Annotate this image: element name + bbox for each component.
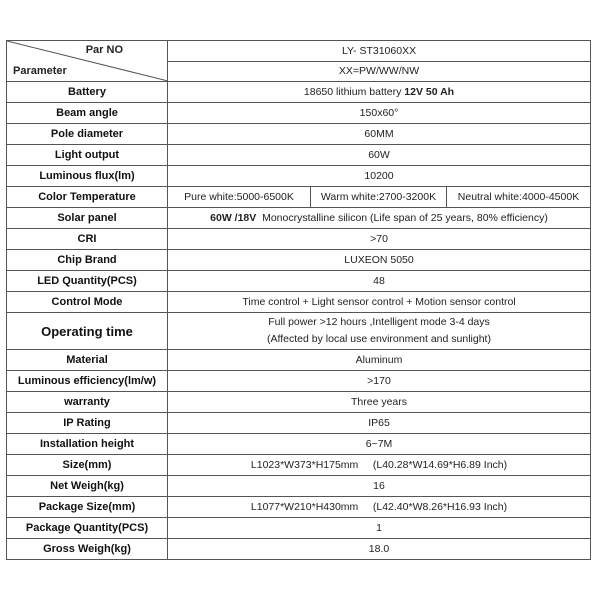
model-variants: XX=PW/WW/NW	[168, 61, 590, 81]
parameter-label: Parameter	[13, 65, 67, 77]
gross-weight-label: Gross Weigh(kg)	[7, 539, 168, 560]
control-mode-value: Time control + Light sensor control + Motion sensor control	[168, 292, 591, 313]
net-weight-value: 16	[168, 476, 591, 497]
header-row	[7, 41, 591, 82]
row-package-size	[7, 497, 591, 518]
package-quantity-value: 1	[168, 518, 591, 539]
row-package-quantity	[7, 518, 591, 539]
light-output-value: 60W	[168, 145, 591, 166]
chip-brand-label: Chip Brand	[7, 250, 168, 271]
row-control-mode	[7, 292, 591, 313]
model-number: LY- ST31060XX	[341, 44, 417, 57]
row-light-output	[7, 145, 591, 166]
chip-brand-value: LUXEON 5050	[168, 250, 591, 271]
warranty-value: Three years	[168, 392, 591, 413]
row-solar-panel	[7, 208, 591, 229]
operating-time-label: Operating time	[7, 313, 168, 350]
beam-angle-value: 150x60°	[168, 103, 591, 124]
warranty-label: warranty	[7, 392, 168, 413]
size-value: L1023*W373*H175mm (L40.28*W14.69*H6.89 Inch)	[168, 455, 591, 476]
model-cell	[168, 41, 591, 82]
package-quantity-label: Package Quantity(PCS)	[7, 518, 168, 539]
material-label: Material	[7, 350, 168, 371]
pure-white-value: Pure white:5000-6500K	[168, 187, 311, 208]
row-color-temperature	[7, 187, 591, 208]
luminous-flux-value: 10200	[168, 166, 591, 187]
row-cri	[7, 229, 591, 250]
header-diagonal-cell	[7, 41, 168, 82]
row-led-quantity	[7, 271, 591, 292]
battery-label: Battery	[7, 82, 168, 103]
row-material	[7, 350, 591, 371]
color-temperature-label: Color Temperature	[7, 187, 168, 208]
neutral-white-value: Neutral white:4000-4500K	[447, 187, 591, 208]
row-size	[7, 455, 591, 476]
row-luminous-flux	[7, 166, 591, 187]
gross-weight-value: 18.0	[168, 539, 591, 560]
row-beam-angle	[7, 103, 591, 124]
row-operating-time	[7, 313, 591, 350]
cri-label: CRI	[7, 229, 168, 250]
light-output-label: Light output	[7, 145, 168, 166]
pole-diameter-value: 60MM	[168, 124, 591, 145]
ip-rating-value: IP65	[168, 413, 591, 434]
warm-white-value: Warm white:2700-3200K	[311, 187, 447, 208]
installation-height-label: Installation height	[7, 434, 168, 455]
spec-sheet	[6, 40, 590, 560]
row-luminous-efficiency	[7, 371, 591, 392]
row-battery	[7, 82, 591, 103]
row-gross-weight	[7, 539, 591, 560]
spec-table	[6, 40, 591, 560]
row-warranty	[7, 392, 591, 413]
solar-panel-label: Solar panel	[7, 208, 168, 229]
beam-angle-label: Beam angle	[7, 103, 168, 124]
size-label: Size(mm)	[7, 455, 168, 476]
par-no-label: Par NO	[85, 44, 123, 56]
net-weight-label: Net Weigh(kg)	[7, 476, 168, 497]
row-installation-height	[7, 434, 591, 455]
operating-time-value: Full power >12 hours ,Intelligent mode 3-4 days (Affected by local use environment and sunlight)	[168, 313, 591, 350]
row-pole-diameter	[7, 124, 591, 145]
row-net-weight	[7, 476, 591, 497]
control-mode-label: Control Mode	[7, 292, 168, 313]
luminous-efficiency-label: Luminous efficiency(lm/w)	[7, 371, 168, 392]
cri-value: >70	[168, 229, 591, 250]
material-value: Aluminum	[168, 350, 591, 371]
led-quantity-value: 48	[168, 271, 591, 292]
installation-height-value: 6~7M	[168, 434, 591, 455]
row-ip-rating	[7, 413, 591, 434]
luminous-efficiency-value: >170	[168, 371, 591, 392]
luminous-flux-label: Luminous flux(lm)	[7, 166, 168, 187]
solar-panel-value: 60W /18V Monocrystalline silicon (Life span of 25 years, 80% efficiency)	[168, 208, 591, 229]
package-size-value: L1077*W210*H430mm (L42.40*W8.26*H16.93 Inch)	[168, 497, 591, 518]
pole-diameter-label: Pole diameter	[7, 124, 168, 145]
battery-value: 18650 lithium battery 12V 50 Ah	[168, 82, 591, 103]
package-size-label: Package Size(mm)	[7, 497, 168, 518]
ip-rating-label: IP Rating	[7, 413, 168, 434]
led-quantity-label: LED Quantity(PCS)	[7, 271, 168, 292]
row-chip-brand	[7, 250, 591, 271]
